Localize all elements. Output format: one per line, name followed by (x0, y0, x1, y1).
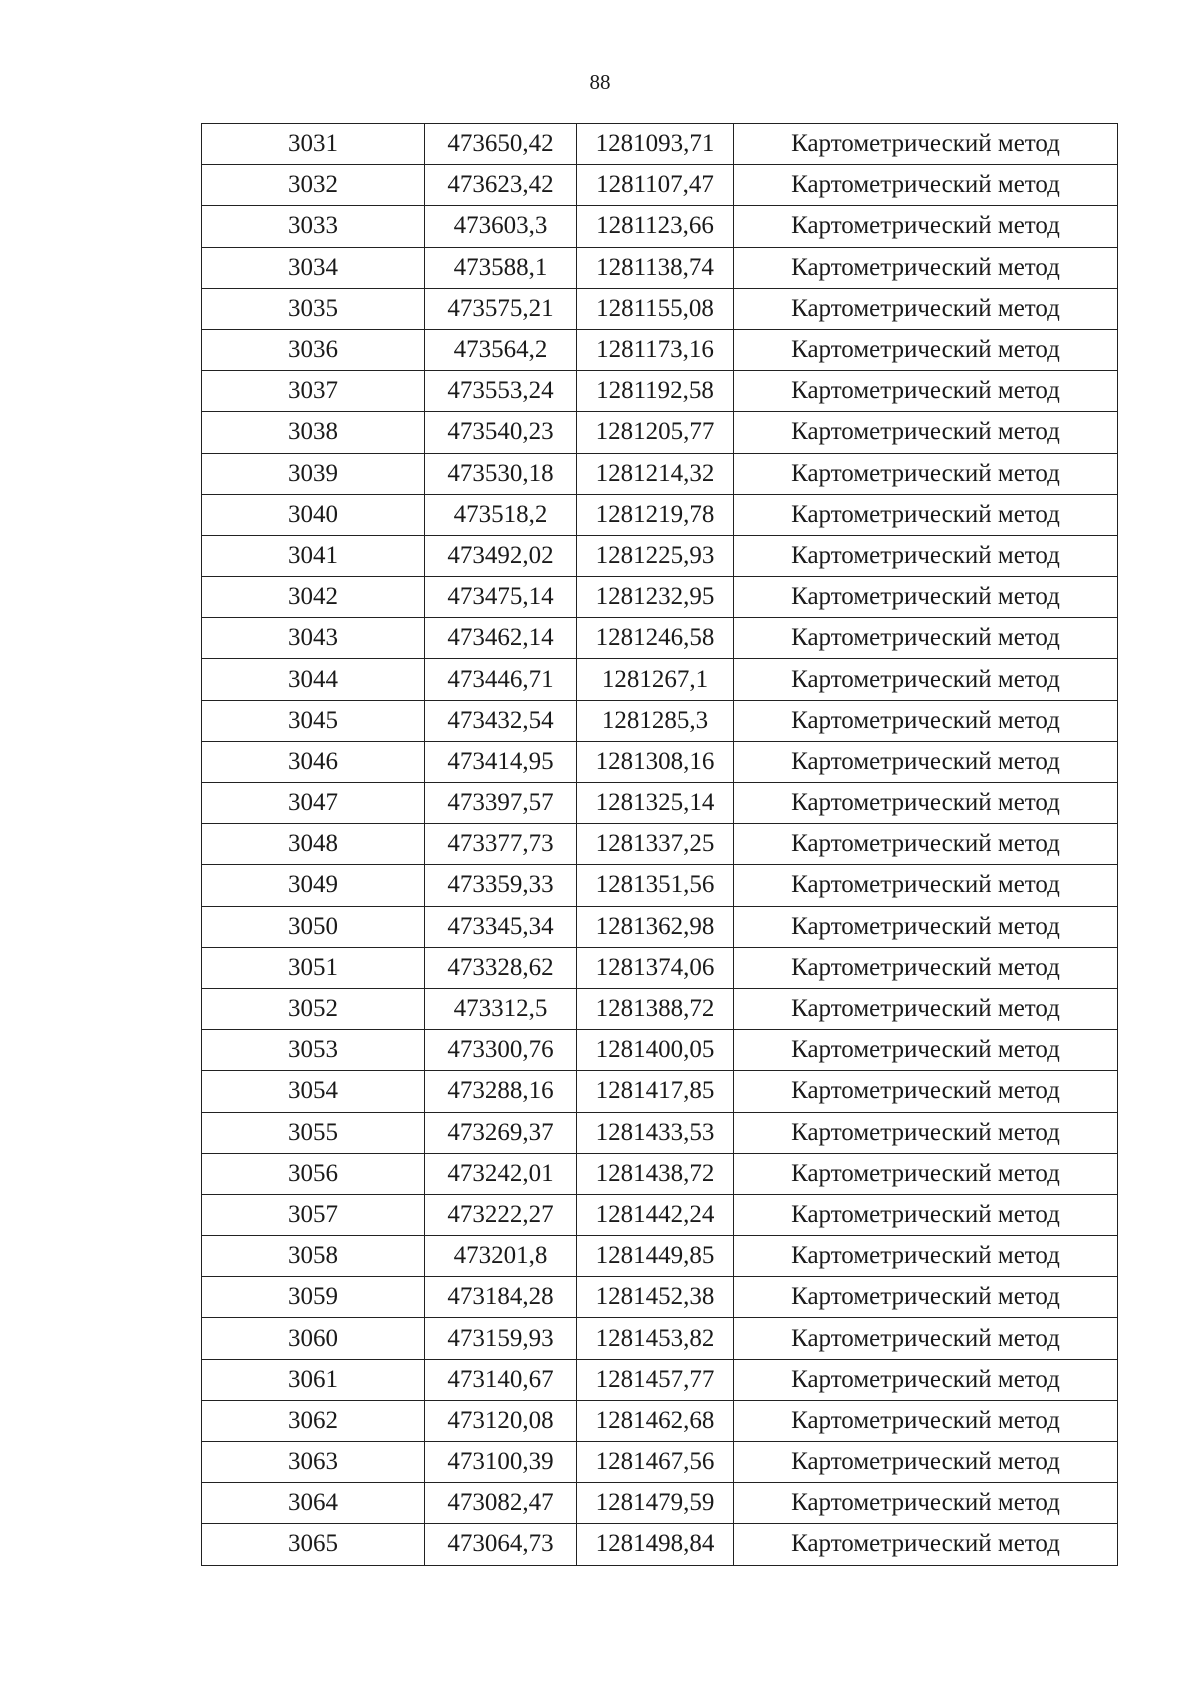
point-number-cell: 3034 (202, 247, 425, 288)
coordinate-x-cell: 473623,42 (425, 165, 577, 206)
coordinate-y-cell: 1281374,06 (577, 947, 734, 988)
method-cell: Картометрический метод (734, 1483, 1118, 1524)
coordinate-y-cell: 1281267,1 (577, 659, 734, 700)
point-number-cell: 3055 (202, 1112, 425, 1153)
coordinate-x-cell: 473345,34 (425, 906, 577, 947)
table-row (202, 1483, 1118, 1524)
table-row (202, 1153, 1118, 1194)
table-row (202, 247, 1118, 288)
coordinate-y-cell: 1281155,08 (577, 288, 734, 329)
point-number-cell: 3063 (202, 1442, 425, 1483)
method-cell: Картометрический метод (734, 1277, 1118, 1318)
point-number-cell: 3053 (202, 1030, 425, 1071)
point-number-cell: 3052 (202, 988, 425, 1029)
method-cell: Картометрический метод (734, 824, 1118, 865)
coordinate-x-cell: 473377,73 (425, 824, 577, 865)
table-row (202, 947, 1118, 988)
point-number-cell: 3057 (202, 1194, 425, 1235)
method-cell: Картометрический метод (734, 1442, 1118, 1483)
method-cell: Картометрический метод (734, 1194, 1118, 1235)
coordinate-x-cell: 473140,67 (425, 1359, 577, 1400)
table-row (202, 618, 1118, 659)
point-number-cell: 3047 (202, 783, 425, 824)
coordinate-y-cell: 1281438,72 (577, 1153, 734, 1194)
table-row (202, 288, 1118, 329)
method-cell: Картометрический метод (734, 288, 1118, 329)
table-row (202, 1194, 1118, 1235)
coordinate-x-cell: 473397,57 (425, 783, 577, 824)
coordinate-x-cell: 473564,2 (425, 329, 577, 370)
coordinate-y-cell: 1281246,58 (577, 618, 734, 659)
point-number-cell: 3033 (202, 206, 425, 247)
point-number-cell: 3039 (202, 453, 425, 494)
table-row (202, 1030, 1118, 1071)
point-number-cell: 3059 (202, 1277, 425, 1318)
coordinate-y-cell: 1281337,25 (577, 824, 734, 865)
method-cell: Картометрический метод (734, 1524, 1118, 1565)
method-cell: Картометрический метод (734, 865, 1118, 906)
coordinate-x-cell: 473446,71 (425, 659, 577, 700)
method-cell: Картометрический метод (734, 535, 1118, 576)
method-cell: Картометрический метод (734, 206, 1118, 247)
coordinate-x-cell: 473603,3 (425, 206, 577, 247)
table-row (202, 1112, 1118, 1153)
table-row (202, 535, 1118, 576)
coordinate-x-cell: 473222,27 (425, 1194, 577, 1235)
coordinate-y-cell: 1281388,72 (577, 988, 734, 1029)
point-number-cell: 3048 (202, 824, 425, 865)
coordinate-x-cell: 473242,01 (425, 1153, 577, 1194)
table-row (202, 453, 1118, 494)
point-number-cell: 3045 (202, 700, 425, 741)
method-cell: Картометрический метод (734, 453, 1118, 494)
coordinates-table (201, 123, 1118, 1566)
point-number-cell: 3058 (202, 1236, 425, 1277)
coordinate-y-cell: 1281093,71 (577, 124, 734, 165)
coordinate-y-cell: 1281449,85 (577, 1236, 734, 1277)
coordinate-y-cell: 1281325,14 (577, 783, 734, 824)
page-number: 88 (589, 70, 611, 94)
coordinate-y-cell: 1281442,24 (577, 1194, 734, 1235)
coordinate-x-cell: 473492,02 (425, 535, 577, 576)
coordinate-y-cell: 1281452,38 (577, 1277, 734, 1318)
method-cell: Картометрический метод (734, 165, 1118, 206)
table-row (202, 124, 1118, 165)
method-cell: Картометрический метод (734, 1400, 1118, 1441)
table-row (202, 165, 1118, 206)
table-row (202, 700, 1118, 741)
coordinate-x-cell: 473328,62 (425, 947, 577, 988)
coordinate-y-cell: 1281214,32 (577, 453, 734, 494)
coordinate-x-cell: 473518,2 (425, 494, 577, 535)
table-row (202, 206, 1118, 247)
table-row (202, 783, 1118, 824)
point-number-cell: 3037 (202, 371, 425, 412)
coordinate-x-cell: 473553,24 (425, 371, 577, 412)
coordinate-y-cell: 1281453,82 (577, 1318, 734, 1359)
coordinate-x-cell: 473184,28 (425, 1277, 577, 1318)
coordinate-x-cell: 473650,42 (425, 124, 577, 165)
point-number-cell: 3031 (202, 124, 425, 165)
coordinate-y-cell: 1281107,47 (577, 165, 734, 206)
coordinate-x-cell: 473159,93 (425, 1318, 577, 1359)
table-row (202, 1236, 1118, 1277)
method-cell: Картометрический метод (734, 412, 1118, 453)
method-cell: Картометрический метод (734, 1153, 1118, 1194)
table-row (202, 824, 1118, 865)
method-cell: Картометрический метод (734, 988, 1118, 1029)
point-number-cell: 3046 (202, 741, 425, 782)
method-cell: Картометрический метод (734, 618, 1118, 659)
table-row (202, 865, 1118, 906)
coordinate-y-cell: 1281362,98 (577, 906, 734, 947)
point-number-cell: 3049 (202, 865, 425, 906)
coordinate-y-cell: 1281205,77 (577, 412, 734, 453)
point-number-cell: 3061 (202, 1359, 425, 1400)
coordinate-y-cell: 1281457,77 (577, 1359, 734, 1400)
method-cell: Картометрический метод (734, 700, 1118, 741)
table-row (202, 1400, 1118, 1441)
coordinate-x-cell: 473312,5 (425, 988, 577, 1029)
table-row (202, 1071, 1118, 1112)
coordinate-y-cell: 1281308,16 (577, 741, 734, 782)
coordinate-x-cell: 473288,16 (425, 1071, 577, 1112)
coordinate-x-cell: 473359,33 (425, 865, 577, 906)
method-cell: Картометрический метод (734, 371, 1118, 412)
point-number-cell: 3040 (202, 494, 425, 535)
point-number-cell: 3036 (202, 329, 425, 370)
table-row (202, 1277, 1118, 1318)
coordinate-x-cell: 473475,14 (425, 577, 577, 618)
method-cell: Картометрический метод (734, 494, 1118, 535)
coordinate-y-cell: 1281219,78 (577, 494, 734, 535)
table-row (202, 659, 1118, 700)
method-cell: Картометрический метод (734, 741, 1118, 782)
table-row (202, 577, 1118, 618)
method-cell: Картометрический метод (734, 124, 1118, 165)
coordinate-x-cell: 473269,37 (425, 1112, 577, 1153)
method-cell: Картометрический метод (734, 783, 1118, 824)
coordinate-y-cell: 1281351,56 (577, 865, 734, 906)
method-cell: Картометрический метод (734, 247, 1118, 288)
point-number-cell: 3056 (202, 1153, 425, 1194)
point-number-cell: 3044 (202, 659, 425, 700)
table-row (202, 741, 1118, 782)
method-cell: Картометрический метод (734, 947, 1118, 988)
coordinate-y-cell: 1281400,05 (577, 1030, 734, 1071)
coordinate-y-cell: 1281173,16 (577, 329, 734, 370)
table-row (202, 988, 1118, 1029)
coordinate-x-cell: 473201,8 (425, 1236, 577, 1277)
method-cell: Картометрический метод (734, 1112, 1118, 1153)
coordinate-x-cell: 473414,95 (425, 741, 577, 782)
method-cell: Картометрический метод (734, 906, 1118, 947)
coordinate-y-cell: 1281417,85 (577, 1071, 734, 1112)
coordinate-x-cell: 473575,21 (425, 288, 577, 329)
coordinate-x-cell: 473432,54 (425, 700, 577, 741)
coordinate-x-cell: 473462,14 (425, 618, 577, 659)
coordinate-y-cell: 1281138,74 (577, 247, 734, 288)
table-row (202, 1442, 1118, 1483)
coordinate-x-cell: 473588,1 (425, 247, 577, 288)
point-number-cell: 3043 (202, 618, 425, 659)
table-row (202, 1318, 1118, 1359)
method-cell: Картометрический метод (734, 1030, 1118, 1071)
method-cell: Картометрический метод (734, 1236, 1118, 1277)
point-number-cell: 3060 (202, 1318, 425, 1359)
coordinate-x-cell: 473530,18 (425, 453, 577, 494)
method-cell: Картометрический метод (734, 329, 1118, 370)
point-number-cell: 3050 (202, 906, 425, 947)
table-row (202, 906, 1118, 947)
method-cell: Картометрический метод (734, 577, 1118, 618)
table-row (202, 371, 1118, 412)
coordinate-x-cell: 473300,76 (425, 1030, 577, 1071)
coordinate-y-cell: 1281123,66 (577, 206, 734, 247)
point-number-cell: 3042 (202, 577, 425, 618)
coordinate-y-cell: 1281192,58 (577, 371, 734, 412)
table-row (202, 494, 1118, 535)
point-number-cell: 3035 (202, 288, 425, 329)
coordinate-y-cell: 1281225,93 (577, 535, 734, 576)
coordinate-x-cell: 473082,47 (425, 1483, 577, 1524)
coordinate-x-cell: 473100,39 (425, 1442, 577, 1483)
coordinate-y-cell: 1281433,53 (577, 1112, 734, 1153)
point-number-cell: 3038 (202, 412, 425, 453)
point-number-cell: 3041 (202, 535, 425, 576)
point-number-cell: 3064 (202, 1483, 425, 1524)
method-cell: Картометрический метод (734, 1318, 1118, 1359)
coordinate-x-cell: 473064,73 (425, 1524, 577, 1565)
coordinate-y-cell: 1281498,84 (577, 1524, 734, 1565)
method-cell: Картометрический метод (734, 1359, 1118, 1400)
method-cell: Картометрический метод (734, 1071, 1118, 1112)
point-number-cell: 3051 (202, 947, 425, 988)
coordinate-y-cell: 1281479,59 (577, 1483, 734, 1524)
coordinate-x-cell: 473540,23 (425, 412, 577, 453)
coordinate-y-cell: 1281285,3 (577, 700, 734, 741)
coordinate-x-cell: 473120,08 (425, 1400, 577, 1441)
point-number-cell: 3065 (202, 1524, 425, 1565)
table-row (202, 412, 1118, 453)
point-number-cell: 3032 (202, 165, 425, 206)
table-row (202, 1359, 1118, 1400)
coordinate-y-cell: 1281462,68 (577, 1400, 734, 1441)
coordinate-y-cell: 1281467,56 (577, 1442, 734, 1483)
point-number-cell: 3054 (202, 1071, 425, 1112)
coordinates-table-body (202, 124, 1118, 1566)
coordinate-y-cell: 1281232,95 (577, 577, 734, 618)
point-number-cell: 3062 (202, 1400, 425, 1441)
method-cell: Картометрический метод (734, 659, 1118, 700)
table-row (202, 329, 1118, 370)
table-row (202, 1524, 1118, 1565)
